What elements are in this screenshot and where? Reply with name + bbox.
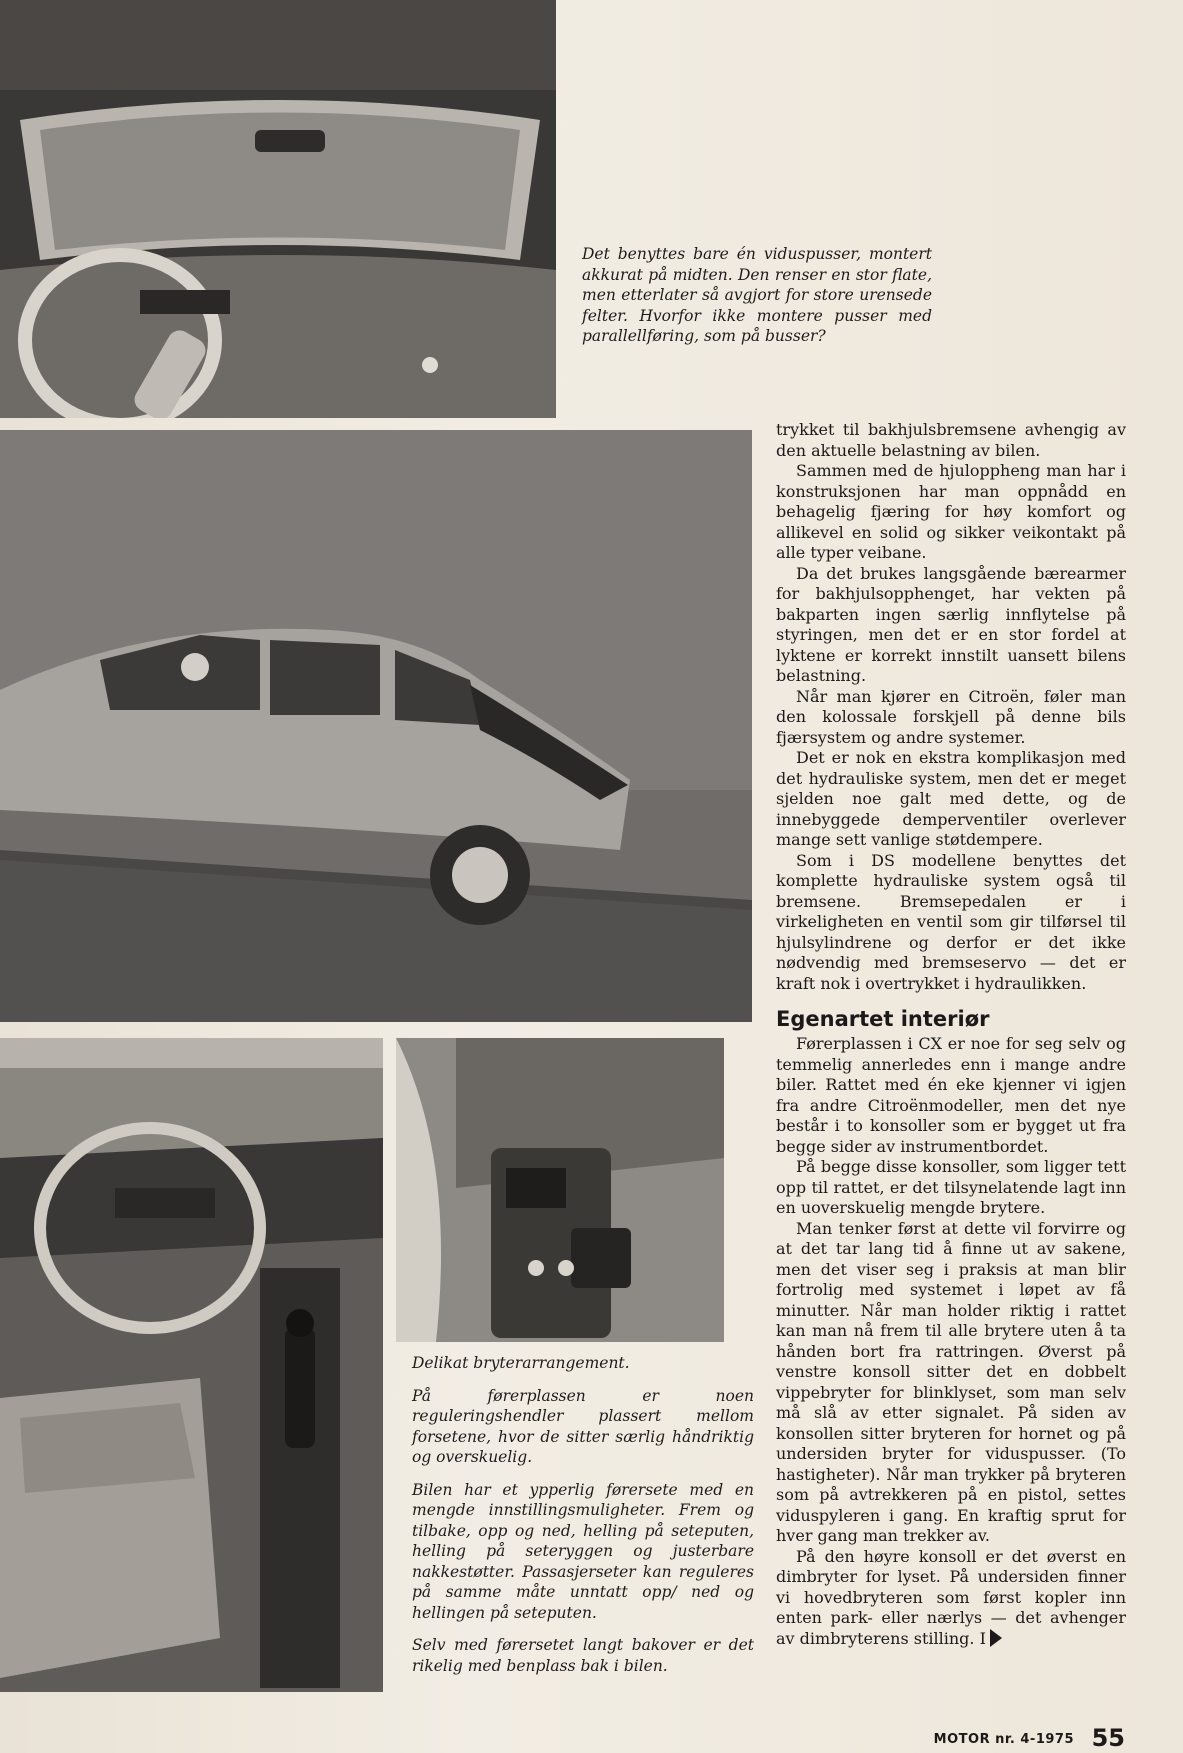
caption-stack [412,1353,754,1688]
photo-windshield [0,0,556,418]
photo-switch-console [396,1038,724,1342]
caption-switches: Delikat bryterarrangement. [412,1354,630,1372]
page-number: 55 [1091,1724,1125,1752]
article-paragraph: På begge disse konsoller, som ligger tett opp til rattet, er det tilsynelatende lagt inn en uoverskuelig mengde brytere. [776,1157,1126,1217]
photo-car-side [0,430,752,1022]
caption-windshield-text: Det benyttes bare én viduspusser, montert akkurat på midten. Den renser en stor flate, men etterlater så avgjort for store urensede felter. Hvorfor ikke montere pusser med parallellføring, som på busser? [582,245,932,345]
magazine-issue: MOTOR nr. 4-1975 [933,1732,1075,1747]
continue-arrow-icon [990,1629,1002,1647]
article-paragraph-last [776,1547,1126,1650]
photo-interior-seats [0,1038,383,1692]
caption-levers: På førerplassen er noen reguleringshendler plassert mellom forsetene, hvor de sitter særlig håndriktig og overskuelig. [412,1386,754,1466]
caption-windshield [582,244,932,359]
caption-seat: Bilen har et ypperlig førersete med en mengde innstillingsmuligheter. Frem og tilbake, opp og ned, helling på seteputen, helling på seteryggen og justerbare nakkestøtter. Passasjerseter kan reguleres på samme måte unntatt opp/ ned og hellingen på seteputen. [412,1480,754,1622]
article-paragraph: Da det brukes langsgående bærearmer for bakhjulsopphenget, har vekten på bakparten ingen særlig innflytelse på styringen, men det er en stor fordel at lyktene er korrekt innstilt uansett bilens belastning. [776,563,1126,685]
article-paragraph: Det er nok en ekstra komplikasjon med det hydrauliske system, men det er meget sjelden noe galt med dette, og de innebyggede demperventiler overlever mange sett vanlige støtdempere. [776,748,1126,849]
article-last-text: På den høyre konsoll er det øverst en dimbryter for lyset. På undersiden finner vi hovedbryteren som først kopler inn enten park- eller nærlys — det avhenger av dimbryterens stilling. I [776,1546,1126,1648]
article-paragraph: Førerplassen i CX er noe for seg selv og temmelig annerledes enn i mange andre biler. Rattet med én eke kjenner vi igjen fra andre Citroënmodeller, men det nye består i to konsoller som er bygget ut fra begge sider av instrumentbordet. [776,1034,1126,1156]
article-paragraph: Sammen med de hjuloppheng man har i konstruksjonen har man oppnådd en behagelig fjæring for høy komfort og allikevel en solid og sikker veikontakt på alle typer veibane. [776,461,1126,562]
article-paragraph: Når man kjører en Citroën, føler man den kolossale forskjell på denne bils fjærsystem og andre systemer. [776,686,1126,747]
article-paragraph: trykket til bakhjulsbremsene avhengig av den aktuelle belastning av bilen. [776,420,1126,460]
article-paragraph: Man tenker først at dette vil forvirre og at det tar lang tid å finne ut av sakene, men det viser seg i praksis at man blir fortrolig med systemet i løpet av få minutter. Når man holder riktig i rattet kan man nå frem til alle brytere uten å ta hånden bort fra rattringen. Øverst på venstre konsoll sitter det en dobbelt vippebryter for blinklyset, som man selv må slå av etter signalet. På siden av konsollen sitter bryteren for hornet og på undersiden bryter for viduspusser. (To hastigheter). Når man trykker på bryteren som på avtrekkeren på en pistol, settes viduspyleren i gang. En kraftig sprut for hver gang man trekker av. [776,1218,1126,1545]
section-heading: Egenartet interiør [776,1007,990,1031]
page-footer [934,1724,1125,1752]
caption-legroom: Selv med førersetet langt bakover er det rikelig med benplass bak i bilen. [412,1636,754,1675]
article-column [776,420,1126,1649]
article-paragraph: Som i DS modellene benyttes det komplette hydrauliske system også til bremsene. Bremsepedalen er i virkeligheten en ventil som gir tilførsel til hjulsylindrene og derfor er det ikke nødvendig med bremseservo — det er kraft nok i overtrykket i hydraulikken. [776,850,1126,993]
